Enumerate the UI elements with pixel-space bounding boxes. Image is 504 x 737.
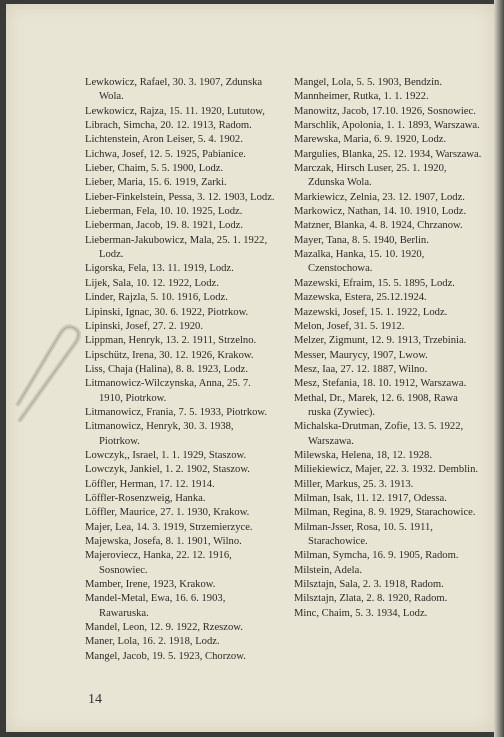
name-entry: Löffler, Maurice, 27. 1. 1930, Krakow. (85, 507, 250, 519)
name-entry: Mesz, Iaa, 27. 12. 1887, Wilno. (294, 363, 428, 375)
name-entry: Miliekiewicz, Majer, 22. 3. 1932. Demblin. (294, 464, 479, 476)
name-entry: Lieber, Maria, 15. 6. 1919, Zarki. (85, 177, 227, 189)
name-entry: Milewska, Helena, 18, 12. 1928. (294, 449, 432, 461)
name-entry: Melzer, Zigmunt, 12. 9. 1913, Trzebinia. (294, 335, 467, 347)
name-entry: Löffler-Rosenzweig, Hanka. (85, 492, 206, 504)
name-entry: Ligorska, Fela, 13. 11. 1919, Lodz. (85, 263, 234, 275)
name-entry: Margulies, Blanka, 25. 12. 1934, Warszawa. (294, 148, 482, 160)
name-entry: Michalska-Drutman, Zofie, 13. 5. 1922, Warszawa. (294, 421, 464, 447)
paper-clip-mark (14, 324, 84, 424)
name-entry: Mesz, Stefania, 18. 10. 1912, Warszawa. (294, 378, 467, 390)
name-entry: Lowczyk,, Israel, 1. 1. 1929, Staszow. (85, 449, 247, 461)
name-entry: Milsztajn, Sala, 2. 3. 1918, Radom. (294, 579, 444, 591)
name-entry: Litmanowicz, Henryk, 30. 3. 1938, Piotrkow. (85, 421, 234, 447)
name-entry: Mandel-Metal, Ewa, 16. 6. 1903, Rawaruska. (85, 593, 226, 619)
name-entry: Lieberman-Jakubowicz, Mala, 25. 1. 1922, Lodz. (85, 234, 268, 261)
name-entry: Mandel, Leon, 12. 9. 1922, Rzeszow. (85, 622, 243, 634)
name-entry: Lewkowicz, Rajza, 15. 11. 1920, Lututow, (85, 105, 265, 117)
name-entry: Mayer, Tana, 8. 5. 1940, Berlin. (294, 234, 429, 246)
name-entry: Mazewski, Efraim, 15. 5. 1895, Lodz. (294, 277, 455, 289)
name-entry: Mazewska, Estera, 25.12.1924. (294, 292, 427, 304)
name-entry: Messer, Maurycy, 1907, Lwow. (294, 349, 428, 361)
name-entry: Majewska, Josefa, 8. 1. 1901, Wilno. (85, 536, 242, 547)
name-entry: Mangel, Jacob, 19. 5. 1923, Chorzow. (85, 650, 246, 662)
name-entry: Löffler, Herman, 17. 12. 1914. (85, 478, 215, 490)
name-entry: Lichtenstein, Aron Leiser, 5. 4. 1902. (85, 134, 243, 146)
name-entry: Marewska, Maria, 6. 9. 1920, Lodz. (294, 134, 447, 146)
page-number: 14 (88, 692, 102, 707)
name-entry: Milman, Symcha, 16. 9. 1905, Radom. (294, 550, 459, 562)
name-entry: Lieberman, Jacob, 19. 8. 1921, Lodz. (85, 220, 243, 232)
name-entry: Lippman, Henryk, 13. 2. 1911, Strzelno. (85, 335, 257, 347)
name-entry: Majeroviecz, Hanka, 22. 12. 1916, Sosnowiec. (85, 550, 232, 576)
name-entry: Lijek, Sala, 10. 12. 1922, Lodz. (85, 277, 219, 289)
name-entry: Librach, Simcha, 20. 12. 1913, Radom. (85, 120, 252, 132)
name-entry: Lichwa, Josef, 12. 5. 1925, Pabianice. (85, 148, 246, 160)
name-entry: Milman-Jsser, Rosa, 10. 5. 1911, Starachowice. (294, 521, 433, 547)
name-entry: Mannheimer, Rutka, 1. 1. 1922. (294, 91, 429, 103)
name-entry: Lipschütz, Irena, 30. 12. 1926, Krakow. (85, 349, 254, 361)
name-entry: Milman, Isak, 11. 12. 1917, Odessa. (294, 492, 447, 504)
name-entry: Milman, Regina, 8. 9. 1929, Starachowice. (294, 507, 476, 519)
name-entry: Lowczyk, Jankiel, 1. 2. 1902, Staszow. (85, 464, 250, 476)
name-entry: Matzner, Blanka, 4. 8. 1924, Chrzanow. (294, 220, 463, 232)
page-edge (494, 0, 504, 737)
right-name-column (294, 76, 482, 621)
name-entry: Manowitz, Jacob, 17.10. 1926, Sosnowiec. (294, 105, 476, 117)
name-entry: Milsztajn, Zlata, 2. 8. 1920, Radom. (294, 593, 448, 605)
name-entry: Miller, Markus, 25. 3. 1913. (294, 478, 414, 490)
name-entry: Marczak, Hirsch Luser, 25. 1. 1920, Zdunska Wola. (294, 163, 447, 189)
document-page (6, 4, 494, 732)
name-entry: Melon, Josef, 31. 5. 1912. (294, 320, 405, 332)
name-entry: Lieberman, Fela, 10. 10. 1925, Lodz. (85, 206, 243, 218)
name-entry: Lewkowicz, Rafael, 30. 3. 1907, Zdunska Wola. (85, 77, 263, 103)
name-entry: Markiewicz, Zelnia, 23. 12. 1907, Lodz. (294, 191, 465, 203)
name-entry: Marschlik, Apolonia, 1. 1. 1893, Warszawa. (294, 120, 480, 132)
name-entry: Markowicz, Nathan, 14. 10. 1910, Lodz. (294, 206, 467, 218)
name-entry: Litmanowicz-Wilczynska, Anna, 25. 7. 1910, Piotrkow. (85, 378, 251, 404)
name-entry: Lipinski, Ignac, 30. 6. 1922, Piotrkow. (85, 306, 249, 318)
name-entry: Lieber, Chaim, 5. 5. 1900, Lodz. (85, 163, 224, 175)
name-entry: Mazalka, Hanka, 15. 10. 1920, Czenstochowa. (294, 249, 425, 275)
name-entry: Majer, Lea, 14. 3. 1919, Strzemierzyce. (85, 521, 253, 533)
name-entry: Litmanowicz, Frania, 7. 5. 1933, Piotrkow. (85, 406, 268, 418)
name-entry: Milstein, Adela. (294, 564, 362, 576)
name-entry: Mazewski, Josef, 15. 1. 1922, Lodz. (294, 306, 448, 318)
name-entry: Methal, Dr., Marek, 12. 6. 1908, Rawa ruska (Zywiec). (294, 392, 458, 418)
name-entry: Maner, Lola, 16. 2. 1918, Lodz. (85, 636, 220, 648)
name-entry: Lipinski, Josef, 27. 2. 1920. (85, 320, 204, 332)
name-entry: Mamber, Irene, 1923, Krakow. (85, 579, 216, 591)
name-entry: Minc, Chaim, 5. 3. 1934, Lodz. (294, 607, 428, 619)
name-entry: Liss, Chaja (Halina), 8. 8. 1923, Lodz. (85, 363, 248, 375)
left-name-column (85, 76, 276, 664)
name-entry: Mangel, Lola, 5. 5. 1903, Bendzin. (294, 77, 442, 88)
name-entry: Linder, Rajzla, 5. 10. 1916, Lodz. (85, 292, 228, 304)
name-entry: Lieber-Finkelstein, Pessa, 3. 12. 1903, Lodz. (85, 191, 275, 203)
